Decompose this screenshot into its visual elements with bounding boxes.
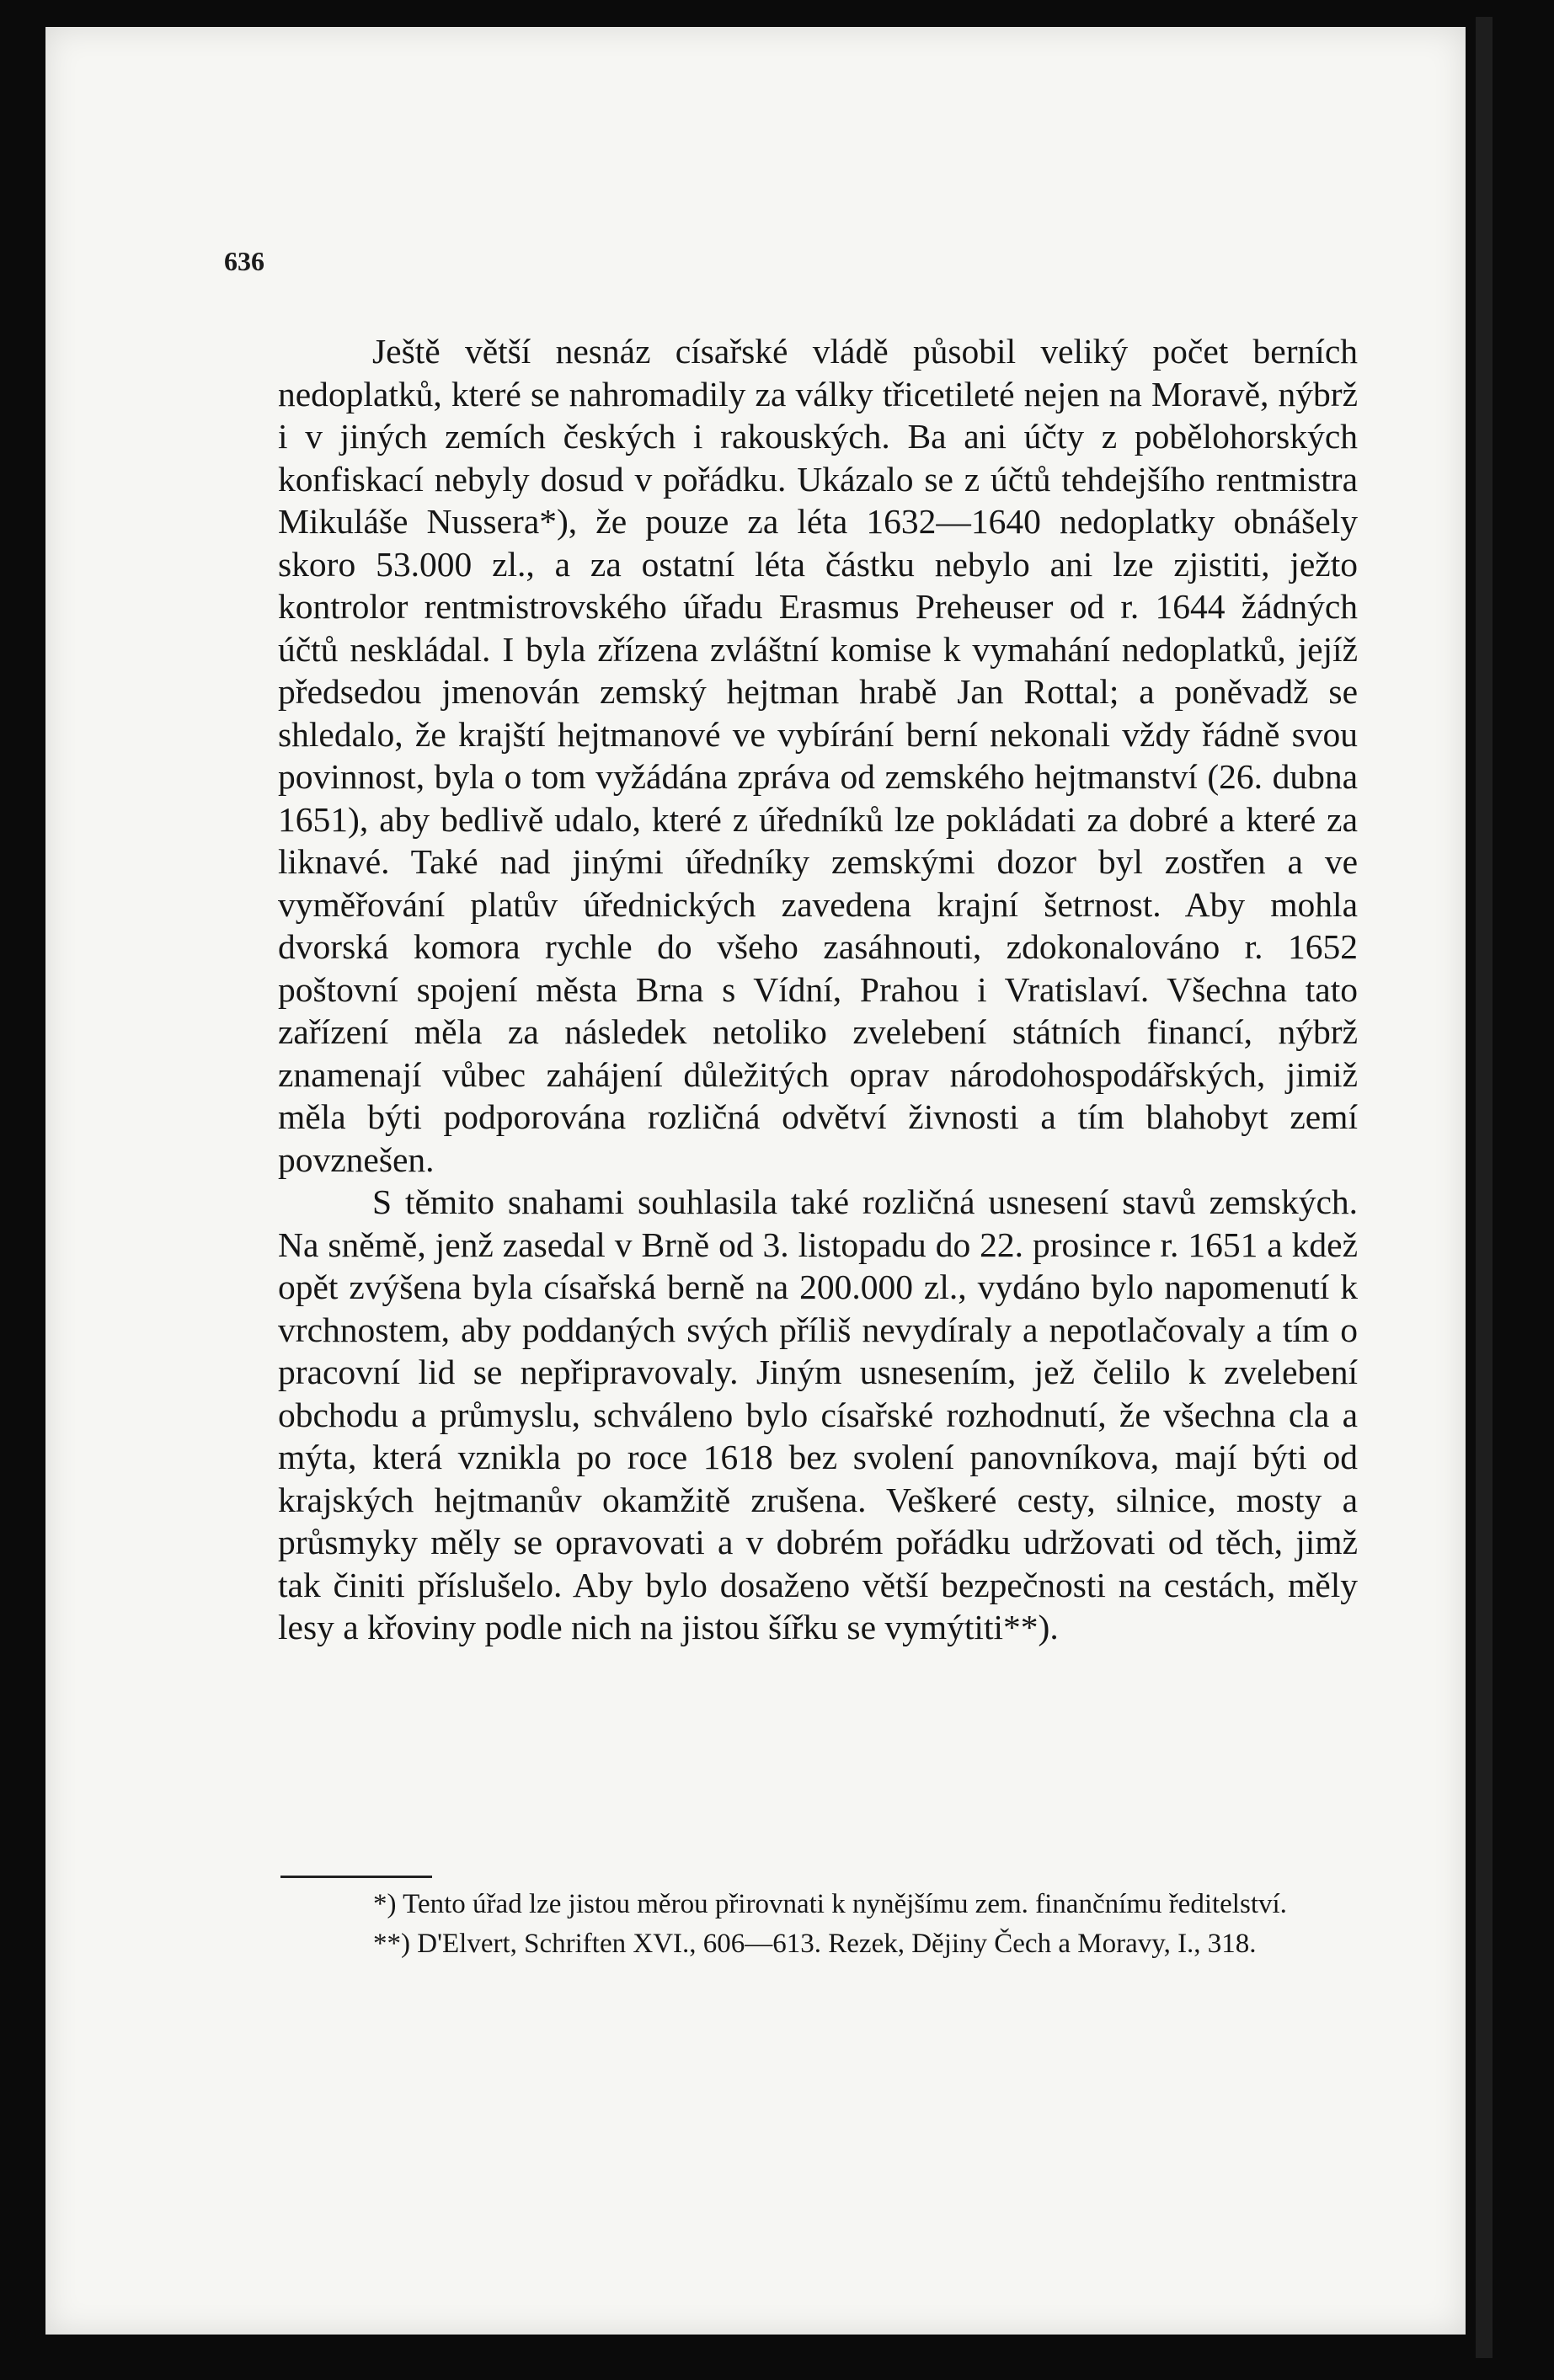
footnote: *) Tento úřad lze jistou měrou přirovnati k nynějšímu zem. finančnímu ředitelství. <box>373 1889 1287 1919</box>
paragraph: S těmito snahami souhlasila také rozličná usnesení stavů zemských. Na sněmě, jenž zasedal v Brně od 3. listopadu do 22. prosince r. 1651 a kdež opět zvýšena byla císařská berně na 200.000 zl., vydáno bylo napomenutí k vrchnostem, aby poddaných svých příliš nevydíraly a nepotlačovaly a tím o pracovní lid se nepřipravovaly. Jiným usnesením, jež čelilo k zvelebení obchodu a průmyslu, schváleno bylo císařské rozhodnutí, že všechna cla a mýta, která vznikla po roce 1618 bez svolení panovníkova, mají býti od krajských hejtmanův okamžitě zrušena. Veškeré cesty, silnice, mosty a průsmyky měly se opravovati a v dobrém pořádku udržovati od těch, jimž tak činiti příslušelo. Aby bylo dosaženo větší bezpečnosti na cestách, měly lesy a křoviny podle nich na jistou šířku se vymýtiti**). <box>278 1182 1358 1646</box>
page-number: 636 <box>224 246 264 276</box>
footnotes <box>280 1886 1359 1966</box>
page-edge-shadow <box>1476 17 1493 2358</box>
footnote-divider <box>280 1876 432 1878</box>
body-text <box>278 330 1358 1649</box>
paragraph: Ještě větší nesnáz císařské vládě působil veliký počet berních nedoplatků, které se nahromadily za války třicetileté nejen na Moravě, nýbrž i v jiných zemích českých i rakouských. Ba ani účty z pobělohorských konfiskací nebyly dosud v pořádku. Ukázalo se z účtů tehdejšího rentmistra Mikuláše Nussera*), že pouze za léta 1632—1640 nedoplatky obnášely skoro 53.000 zl., a za ostatní léta částku nebylo ani lze zjistiti, ježto kontrolor rentmistrovského úřadu Erasmus Preheuser od r. 1644 žádných účtů neskládal. I byla zřízena zvláštní komise k vymahání nedoplatků, jejíž předsedou jmenován zemský hejtman hrabě Jan Rottal; a poněvadž se shledalo, že krajští hejtmanové ve vybírání berní nekonali vždy řádně svou povinnost, byla o tom vyžádána zpráva od zemského hejtmanství (26. dubna 1651), aby bedlivě udalo, které z úředníků lze pokládati za dobré a které za liknavé. Také nad jinými úředníky zemskými dozor byl zostřen a ve vyměřování platův úřednických zavedena krajní šetrnost. Aby mohla dvorská komora rychle do všeho zasáhnouti, zdokonalováno r. 1652 poštovní spojení města Brna s Vídní, Prahou i Vratislaví. Všechna tato zařízení měla za následek netoliko zvelebení státních financí, nýbrž znamenají vůbec zahájení důležitých oprav národohospodářských, jimiž měla býti podporována rozličná odvětví živnosti a tím blahobyt zemí povznešen. <box>278 332 1358 1179</box>
footnote: **) D'Elvert, Schriften XVI., 606—613. Rezek, Dějiny Čech a Moravy, I., 318. <box>373 1929 1257 1959</box>
